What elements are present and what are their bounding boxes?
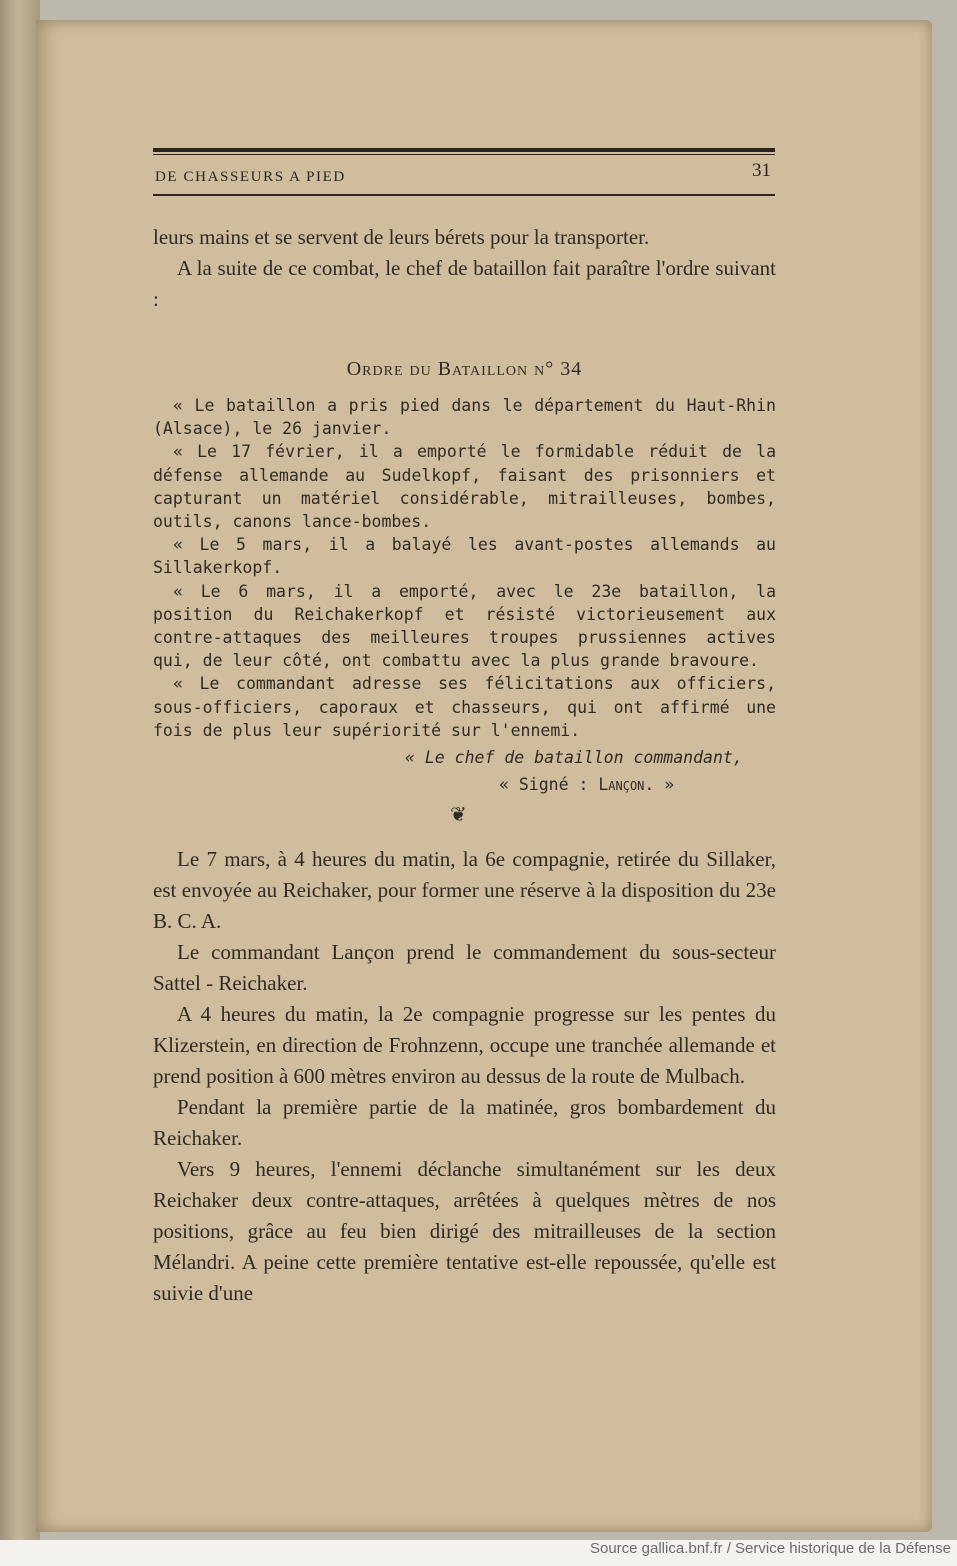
signature-suffix: »: [654, 775, 675, 794]
signature-prefix: « Signé :: [499, 775, 599, 794]
running-head: DE CHASSEURS A PIED: [155, 169, 346, 185]
order-paragraph: « Le 6 mars, il a emporté, avec le 23e bataillon, la position du Reichakerkopf et résisté victorieusement aux contre-attaques des meilleures troupes prussiennes actives qui, de leur côté, ont combattu avec la plus grande bravoure.: [153, 581, 776, 671]
paragraph: leurs mains et se servent de leurs bérets pour la transporter.: [153, 225, 650, 249]
paragraph: Pendant la première partie de la matinée, gros bombardement du Reichaker.: [153, 1095, 776, 1150]
header-rule-thick: [153, 148, 775, 152]
header-rule-bottom: [153, 194, 775, 196]
paragraph: Le 7 mars, à 4 heures du matin, la 6e compagnie, retirée du Sillaker, est envoyée au Reichaker, pour former une réserve à la disposition du 23e B. C. A.: [153, 847, 776, 933]
signature-title: « Le chef de bataillon commandant,: [405, 748, 743, 767]
header-rule-thin: [153, 154, 775, 155]
paragraph: Le commandant Lançon prend le commandement du sous-secteur Sattel - Reichaker.: [153, 940, 776, 995]
paragraph: Vers 9 heures, l'ennemi déclanche simultanément sur les deux Reichaker deux contre-attaques, arrêtées à quelques mètres de nos positions, grâce au feu bien dirigé des mitrailleuses de la section Mélandri. A peine cette première tentative est-elle repoussée, qu'elle est suivie d'une: [153, 1157, 776, 1305]
order-paragraph: « Le commandant adresse ses félicitations aux officiers, sous-officiers, caporaux et chasseurs, qui ont affirmé une fois de plus leur supériorité sur l'ennemi.: [153, 674, 776, 740]
book-spine-edge: [0, 0, 40, 1540]
page-number: 31: [752, 160, 771, 181]
ornament-icon: ❦: [450, 804, 467, 826]
paragraph: A la suite de ce combat, le chef de bataillon fait paraître l'ordre suivant :: [153, 256, 776, 311]
order-paragraph: « Le bataillon a pris pied dans le département du Haut-Rhin (Alsace), le 26 janvier.: [153, 396, 776, 439]
order-paragraph: « Le 5 mars, il a balayé les avant-postes allemands au Sillakerkopf.: [153, 535, 776, 578]
signature-name: Lançon.: [598, 775, 655, 794]
source-credit: Source gallica.bnf.fr / Service historique de la Défense: [589, 1540, 951, 1557]
paragraph: A 4 heures du matin, la 2e compagnie progresse sur les pentes du Klizerstein, en direction de Frohnzenn, occupe une tranchée allemande et prend position à 600 mètres environ au dessus de la route de Mulbach.: [153, 1002, 776, 1088]
order-paragraph: « Le 17 février, il a emporté le formidable réduit de la défense allemande au Sudelkopf, faisant des prisonniers et capturant un matériel considérable, mitrailleuses, bombes, outils, canons lance-bombes.: [153, 442, 776, 532]
signature-line: [499, 775, 674, 794]
order-text-block: [153, 394, 776, 742]
top-text-block: [153, 222, 776, 315]
order-title: Ordre du Bataillon n° 34: [346, 358, 583, 380]
bottom-text-block: [153, 844, 776, 1309]
